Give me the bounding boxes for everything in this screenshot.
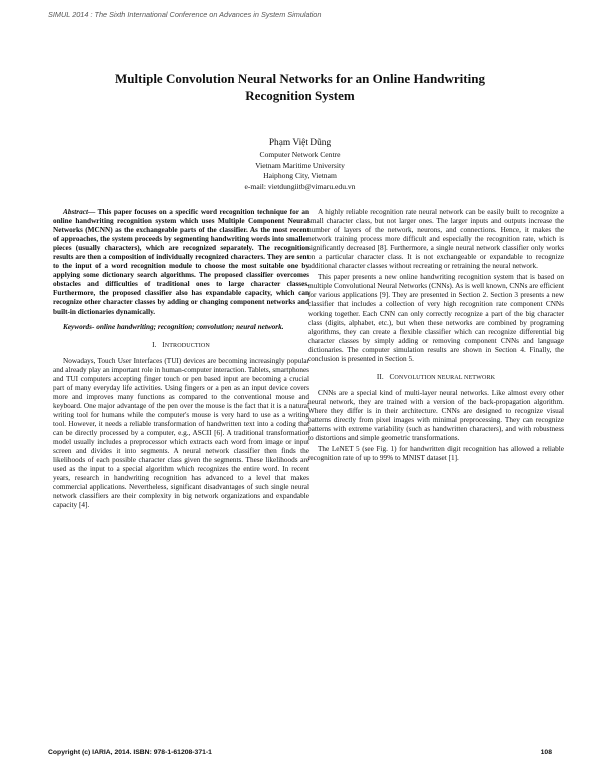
title-line-1: Multiple Convolution Neural Networks for an Online Handwriting (115, 71, 485, 86)
keywords: Keywords- online handwriting; recognition; convolution; neural network. (63, 322, 284, 331)
left-column (53, 208, 309, 512)
section-initial: C (389, 372, 395, 381)
affiliation-line: Vietnam Maritime University (255, 160, 345, 170)
title-line-2: Recognition System (245, 88, 355, 103)
author-name: Phạm Việt Dũng (268, 138, 332, 148)
footer-copyright: Copyright (c) IARIA, 2014. ISBN: 978-1-61208-371-1 (48, 749, 212, 756)
abstract (53, 208, 309, 317)
section-initial: I (162, 340, 165, 349)
affiliation-line: Haiphong City, Vietnam (263, 171, 337, 180)
right-column (308, 208, 564, 465)
body-paragraph: A highly reliable recognition rate neural network can be easily built to recognize a small character class, but not larger ones. The larger inputs and outputs increase the number of layers of the network, neurons, and connections. Hence, it makes the network training process more difficult and especially the recognition rate, which is significantly decreased [8]. Furthermore, a single neural network classifier only works on a particular character class. It is not exchangeable or expandable to recognize additional character classes without recreating or retraining the neural network. (308, 208, 564, 271)
running-header: SIMUL 2014 : The Sixth International Conference on Advances in System Simulation (48, 10, 322, 19)
section-heading-cnn (308, 373, 564, 383)
affiliation-line: Computer Network Centre (259, 150, 341, 159)
body-paragraph: The LeNET 5 (see Fig. 1) for handwritten digit recognition has allowed a reliable recognition rate of up to 99% to MNIST dataset [1]. (308, 445, 564, 463)
author-email: e-mail: vietdungiitb@vimaru.edu.vn (244, 181, 356, 191)
abstract-label: Abstract (63, 208, 88, 216)
page-number: 108 (540, 749, 552, 756)
body-paragraph: CNNs are a special kind of multi-layer neural networks. Like almost every other neural network, they are trained with a version of the back-propagation algorithm. Where they differ is in their architecture. CNNs are designed to recognize visual patterns directly from pixel images with minimal preprocessing. They can recognize patterns with extreme variability (such as handwritten characters), and with robustness to distortions and simple geometric transformations. (308, 388, 564, 443)
author-block (40, 136, 560, 192)
section-title-rest: NTRODUCTION (164, 342, 210, 349)
section-title-rest: ONVOLUTION NEURAL NETWORK (394, 374, 496, 381)
section-number: I. (152, 340, 157, 349)
abstract-text: — This paper focuses on a specific word recognition technique for an online handwriting recognition system which uses Multiple Component Neural Networks (MCNN) as the exchangeable parts of the classifier. As the most recent of approaches, the system proceeds by segmenting handwriting words into smaller pieces (usually characters), which are recognized separately. The recognition results are then a composition of individually recognized characters. They are sent to the input of a word recognition module to choose the most suitable one by applying some dictionary search algorithms. The proposed classifier overcomes obstacles and difficulties of traditional ones to large character classes. Furthermore, the proposed classifier also has expandable capacity, which can recognize other character classes by adding or changing component networks and built-in dictionaries dynamically. (53, 208, 309, 316)
body-paragraph: Nowadays, Touch User Interfaces (TUI) devices are becoming increasingly popular and already play an important role in human-computer interaction. Tablets, smartphones and TUI computers accepting finger touch or pen based input are becoming a crucial part of many everyday life activities. Using fingers or a pen as an input device covers more and improves many functions as compared to the conventional mouse and keyboard. One major advantage of the pen over the mouse is the fact that it is a natural writing tool for humans while the computer's mouse is very hard to use as a writing tool. However, it needs a reliable transformation of handwritten text into a coding that can be directly processed by a computer, e.g., ASCII [6]. A traditional transformation model usually includes a preprocessor which extracts each word from image or input screen and divides it into segments. A neural network classifier then finds the likelihoods of each possible character class given the segments. These likelihoods are used as the input to a special algorithm which recognizes the entire word. In recent years, research in handwriting recognition has advanced to a level that makes commercial applications. Nevertheless, significant disadvantages of such single neural network classifiers are their complexity in big network organizations and expandable capacity [4]. (53, 356, 309, 510)
section-heading-introduction (53, 341, 309, 351)
paper-title (40, 70, 560, 104)
section-number: II. (376, 372, 384, 381)
body-paragraph: This paper presents a new online handwriting recognition system that is based on multiple Convolutional Neural Networks (CNNs). As is well known, CNNs are efficient for various applications [9]. They are presented in Section 2. Section 3 presents a new classifier that includes a collection of very high recognition rate component CNNs working together. Each CNN can only correctly recognize a part of the big character class (digits, alphabet, etc.), but when these networks are combined by programing algorithms, they can create a flexible classifier which can recognize differential big character classes by simply adding or removing component CNNs and language dictionaries. The computer simulation results are shown in Section 4. Finally, the conclusion is presented in Section 5. (308, 273, 564, 363)
